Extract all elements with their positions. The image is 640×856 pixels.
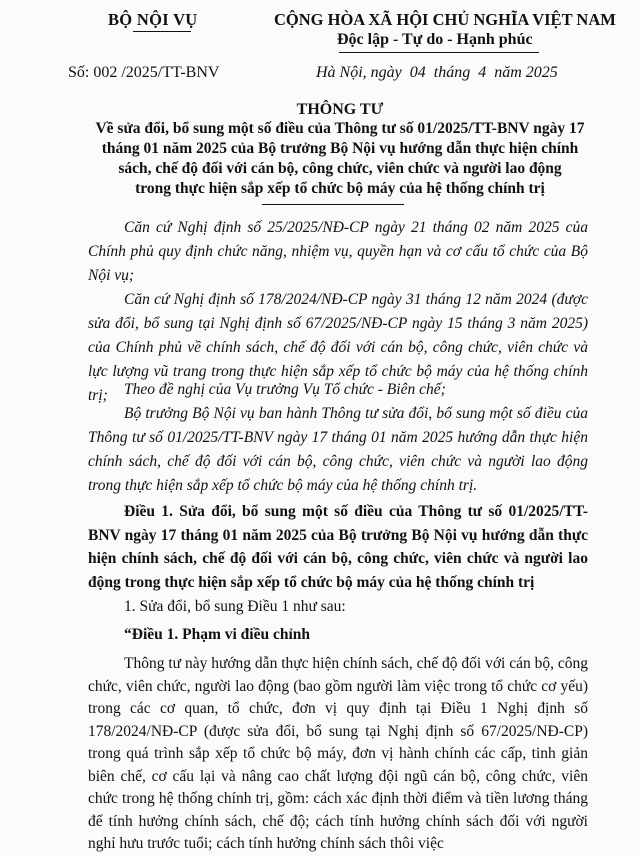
title-underline (262, 204, 404, 205)
subject-line-1: Về sửa đổi, bổ sung một số điều của Thông tư số 01/2025/TT-BNV ngày 17 (95, 120, 585, 137)
preamble-proposal: Theo đề nghị của Vụ trưởng Vụ Tổ chức - Biên chế; (124, 381, 446, 398)
article-1-heading: Điều 1. Sửa đổi, bổ sung một số điều của Thông tư số 01/2025/TT-BNV ngày 17 tháng 01 năm 2025 của Bộ trưởng Bộ Nội vụ hướng dẫn thực hiện chính sách, chế độ đối với cán bộ, công chức, viên chức và người lao động trong thực hiện sắp xếp tổ chức bộ máy của hệ thống chính trị (88, 503, 588, 591)
subject-line-2: tháng 01 năm 2025 của Bộ trưởng Bộ Nội vụ hướng dẫn thực hiện chính (101, 140, 579, 157)
quoted-article-heading: “Điều 1. Phạm vi điều chỉnh (124, 626, 311, 643)
preamble-issuance: Bộ trưởng Bộ Nội vụ ban hành Thông tư sửa đổi, bổ sung một số điều của Thông tư số 01/2025/TT-BNV ngày 17 tháng 01 năm 2025 hướng dẫn thực hiện chính sách, chế độ đối với cán bộ, công chức, viên chức và người lao động trong thực hiện sắp xếp tổ chức bộ máy của hệ thống chính trị. (88, 405, 588, 494)
subject-line-4: trong thực hiện sắp xếp tổ chức bộ máy của hệ thống chính trị (135, 180, 545, 197)
agency-underline (133, 31, 191, 32)
document-type: THÔNG TƯ (296, 101, 384, 118)
motto-underline (339, 52, 539, 53)
article-1-item-1: 1. Sửa đổi, bổ sung Điều 1 như sau: (124, 598, 346, 615)
preamble-decree-178: Căn cứ Nghị định số 178/2024/NĐ-CP ngày 31 tháng 12 năm 2024 (được sửa đổi, bổ sung tại Nghị định số 67/2025/NĐ-CP ngày 15 tháng 3 năm 2025) của Chính phủ về chính sách, chế độ đối với cán bộ, công chức, viên chức và lực lượng vũ trang trong thực hiện sắp xếp tổ chức bộ máy của hệ thống chính trị; (88, 291, 588, 404)
subject-line-3: sách, chế độ đối với cán bộ, công chức, viên chức và người lao động (118, 160, 562, 177)
nation-name: CỘNG HÒA XÃ HỘI CHỦ NGHĨA VIỆT NAM (274, 10, 616, 29)
agency-name: BỘ NỘI VỤ (108, 10, 198, 29)
document-number: Số: 002 /2025/TT-BNV (68, 64, 220, 81)
article-1-body: Thông tư này hướng dẫn thực hiện chính sách, chế độ đối với cán bộ, công chức, viên chức, người lao động (bao gồm người làm việc trong tổ chức cơ yếu) trong các cơ quan, tổ chức, đơn vị quy định tại Điều 1 Nghị định số 178/2024/NĐ-CP (được sửa đổi, bổ sung tại Nghị định số 67/2025/NĐ-CP) trong quá trình sắp xếp tổ chức bộ máy, đơn vị hành chính các cấp, tinh giản biên chế, cơ cấu lại và nâng cao chất lượng đội ngũ cán bộ, công chức, viên chức trong hệ thống chính trị, gồm: cách xác định thời điểm và tiền lương tháng để tính hưởng chính sách, chế độ; cách tính hưởng chính sách đối với người nghỉ hưu trước tuổi; cách tính hưởng chính sách thôi việc (88, 655, 588, 852)
place-date: Hà Nội, ngày 04 tháng 4 năm 2025 (316, 64, 558, 81)
preamble-decree-25: Căn cứ Nghị định số 25/2025/NĐ-CP ngày 21 tháng 02 năm 2025 của Chính phủ quy định chức năng, nhiệm vụ, quyền hạn và cơ cấu tổ chức của Bộ Nội vụ; (88, 219, 588, 284)
national-motto: Độc lập - Tự do - Hạnh phúc (337, 31, 533, 48)
